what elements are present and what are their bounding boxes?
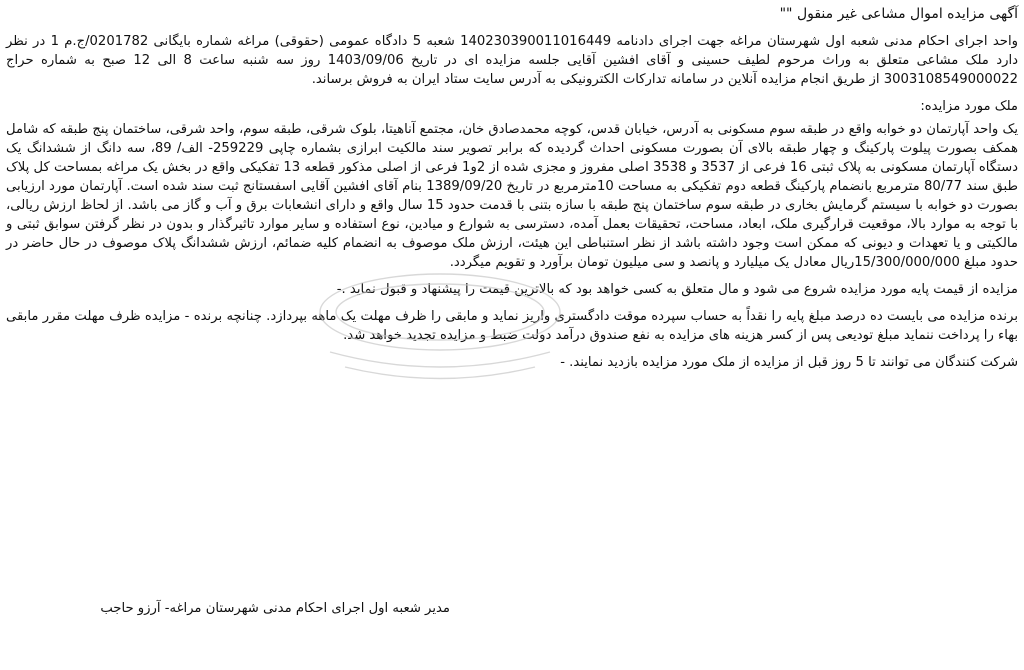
condition-starting-price: مزایده از قیمت پایه مورد مزایده شروع می شود و مال متعلق به کسی خواهد بود که بالاترین قیمت را پیشنهاد و قبول نماید .- [336,282,1018,297]
property-heading: ملک مورد مزایده: [920,99,1018,114]
document-title: آگهی مزایده اموال مشاعی غیر منقول "" [779,6,1018,22]
condition-visit: شرکت کنندگان می توانند تا 5 روز قبل از مزایده از ملک مورد مزایده بازدید نمایند. - [560,355,1018,370]
intro-paragraph: واحد اجرای احکام مدنی شعبه اول شهرستان مراغه جهت اجرای دادنامه 140230390011016449 شعبه 5 دادگاه عمومی (حقوقی) مراغه شماره بایگانی 0201782/ج.م 1 در نظر دارد ملک مشاعی متعلق به وراث مرحوم لطیف حسینی و آقای افشین آقایی جلسه مزایده ای در تاریخ 1403/09/06 روز سه شنبه ساعت 8 الی 12 صبح به شماره حراج 3003108549000022 از طریق انجام مزایده آنلاین در سامانه تدارکات الکترونیکی به آدرس سایت ستاد ایران به فروش برساند. [6,34,1018,87]
condition-payment: برنده مزایده می بایست ده درصد مبلغ پایه را نقداً به حساب سپرده موقت دادگستری واریز نماید و مابقی را ظرف مهلت یک ماهه بپردازد. چنانچه برنده - مزایده ظرف مهلت مقرر مابقی بهاء را پرداخت ننماید مبلغ تودیعی پس از کسر هزینه های مزایده به نفع صندوق درآمد دولت ضبط و مزایده تجدید خواهد شد. [6,309,1018,343]
property-description: یک واحد آپارتمان دو خوابه واقع در طبقه سوم مسکونی به آدرس، خیابان قدس، کوچه محمدصادق خان، مجتمع آناهیتا، بلوک شرقی، طبقه سوم، واحد شرقی، ساختمان پنج طبقه که شامل همکف بصورت پیلوت پارکینگ و چهار طبقه بالای آن بصورت مسکونی احداث گردیده که برابر تصویر سند مالکیت ابرازی بشماره چاپی 259229- الف/ 89، سه دانگ از ششدانگ یک دستگاه آپارتمان مسکونی به پلاک ثبتی 16 فرعی از 3537 و 3538 اصلی مفروز و مجزی شده از 2و1 فرعی از اصلی مذکور قطعه 13 تفکیکی واقع در بخش یک مراغه بمساحت کل پلاک طبق سند 80/77 مترمربع بانضمام پارکینگ قطعه دوم تفکیکی به مساحت 10مترمربع در تاریخ 1389/09/20 بنام آقای افشین آقایی اسفستانج ثبت سند شده است. آپارتمان مورد ارزیابی بصورت دو خوابه با سیستم گرمایش بخاری در طبقه سوم ساختمان پنج طبقه با سازه بتنی با قدمت حدود 15 سال واقع و دارای انشعابات برق و آب و گاز می باشد. از لحاظ ارزش ریالی، با توجه به موارد بالا، موقعیت قرارگیری ملک، ابعاد، مساحت، تحقیقات بعمل آمده، دسترسی به شوارع و میادین، نوع استفاده و سایر موارد تاثیرگذار و بدون در نظر گرفتن سوابق ثبتی و مالکیتی و یا تعهدات و دیونی که ممکن است وجود داشته باشد از نظر استنباطی این هیئت، ارزش ملک موصوف به انضمام کلیه ضمائم، ارزش ششدانگ پلاک موصوف در حال حاضر در حدود مبلغ 15/300/000/000ریال معادل یک میلیارد و پانصد و سی میلیون تومان برآورد و تقویم میگردد. [5,122,1019,270]
signature-line: مدیر شعبه اول اجرای احکام مدنی شهرستان مراغه- آرزو حاجب [100,601,450,616]
